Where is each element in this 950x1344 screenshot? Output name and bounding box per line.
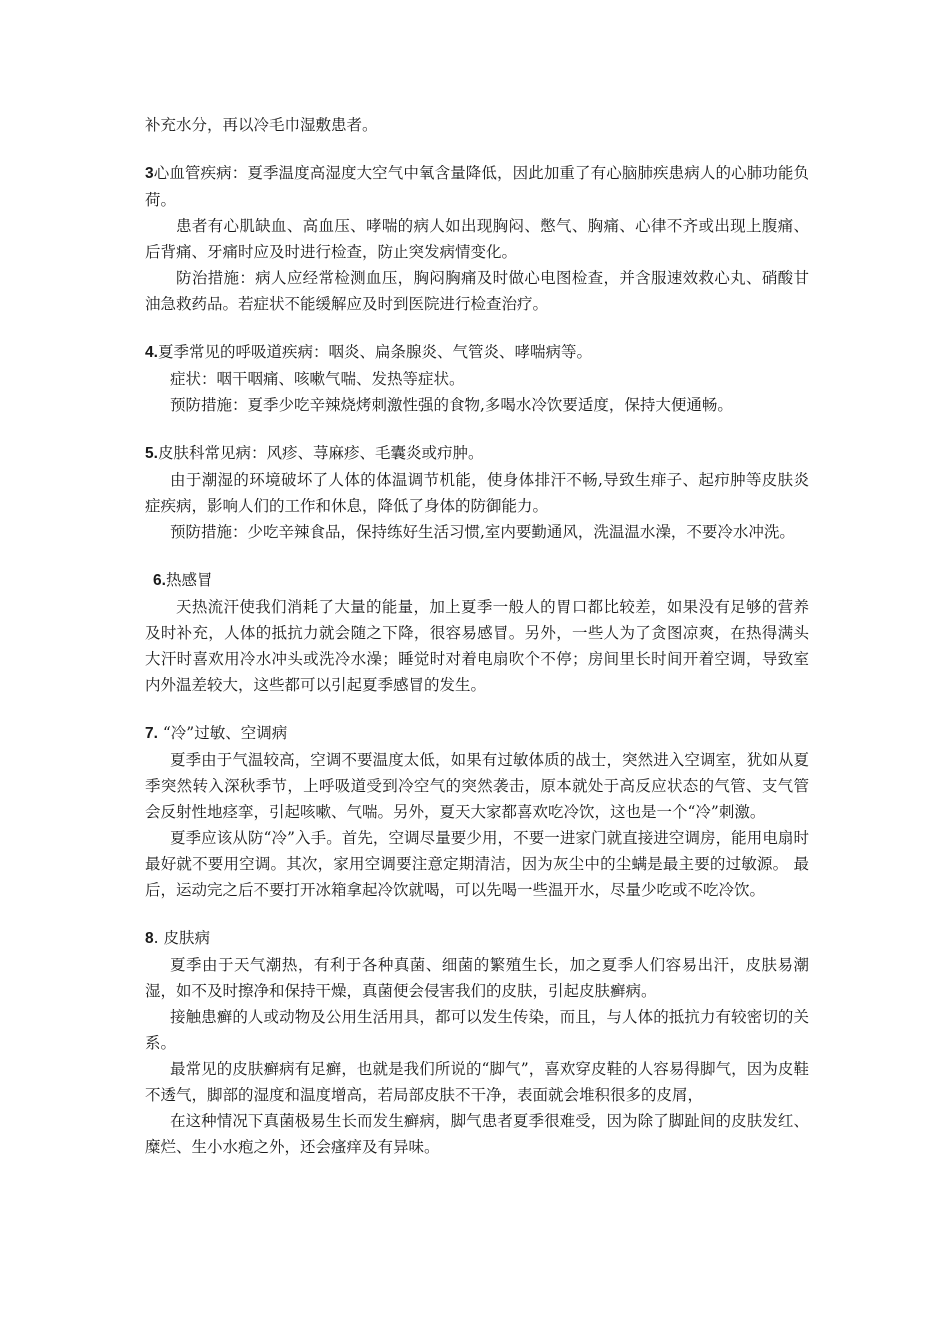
spacer [145,903,809,925]
section-7-paragraph-2: 夏季应该从防“冷”入手。首先，空调尽量要少用，不要一进家门就直接进空调房，能用电扇时最好就不要用空调。其次，家用空调要注意定期清洁，因为灰尘中的尘螨是最主要的过敏源。 最后，运动完之后不要打开冰箱拿起冷饮就喝，可以先喝一些温开水，尽量少吃或不吃冷饮。 [145,829,809,899]
section-4-heading [145,339,809,366]
section-7-number: 7. [145,725,158,742]
section-6-number: 6. [153,572,166,589]
section-7-title: “冷”过敏、空调病 [157,724,288,742]
section-6-title: 热感冒 [165,571,213,589]
section-6-heading [145,567,809,594]
section-8-paragraph-1: 夏季由于天气潮热，有利于各种真菌、细菌的繁殖生长，加之夏季人们容易出汗，皮肤易潮湿，如不及时擦净和保持干燥，真菌便会侵害我们的皮肤，引起皮肤癣病。 [145,956,809,1000]
spacer [145,545,809,567]
spacer [145,418,809,440]
section-5-paragraph-1: 由于潮湿的环境破坏了人体的体温调节机能，使身体排汗不畅,导致生痱子、起疖肿等皮肤炎症疾病，影响人们的工作和休息，降低了身体的防御能力。 [145,471,809,515]
section-5-title: 皮肤科常见病：风疹、荨麻疹、毛囊炎或疖肿。 [157,444,484,462]
section-4-paragraph-2: 预防措施：夏季少吃辛辣烧烤刺激性强的食物,多喝水冷饮要适度，保持大便通畅。 [170,396,733,414]
section-5-heading [145,440,809,467]
section-8-paragraph-4: 在这种情况下真菌极易生长而发生癣病，脚气患者夏季很难受，因为除了脚趾间的皮肤发红、糜烂、生小水疱之外，还会瘙痒及有异味。 [145,1112,809,1156]
spacer [145,317,809,339]
section-4-number: 4. [145,344,158,361]
section-3-number: 3 [145,165,154,182]
section-5-paragraph-2: 预防措施：少吃辛辣食品，保持练好生活习惯,室内要勤通风，洗温温水澡，不要冷水冲洗。 [170,523,795,541]
section-4-paragraph-1: 症状：咽干咽痛、咳嗽气喘、发热等症状。 [170,370,465,388]
section-8-title: . 皮肤病 [153,929,210,947]
section-6-paragraph-1: 天热流汗使我们消耗了大量的能量，加上夏季一般人的胃口都比较差，如果没有足够的营养及时补充，人体的抵抗力就会随之下降，很容易感冒。另外，一些人为了贪图凉爽，在热得满头大汗时喜欢用冷水冲头或洗冷水澡；睡觉时对着电扇吹个不停；房间里长时间开着空调，导致室内外温差较大，这些都可以引起夏季感冒的发生。 [145,598,809,694]
section-3-title: 心血管疾病：夏季温度高湿度大空气中氧含量降低，因此加重了有心脑肺疾患病人的心肺功能负荷。 [145,164,809,209]
spacer [145,698,809,720]
section-3-heading [145,160,809,213]
section-4-title: 夏季常见的呼吸道疾病：咽炎、扁条腺炎、气管炎、哮喘病等。 [157,343,592,361]
section-5-number: 5. [145,445,158,462]
section-8-paragraph-2: 接触患癣的人或动物及公用生活用具，都可以发生传染，而且，与人体的抵抗力有较密切的关系。 [145,1008,809,1052]
section-7-paragraph-1: 夏季由于气温较高，空调不要温度太低，如果有过敏体质的战士，突然进入空调室，犹如从夏季突然转入深秋季节，上呼吸道受到冷空气的突然袭击，原本就处于高反应状态的气管、支气管会反射性地痉挛，引起咳嗽、气喘。另外，夏天大家都喜欢吃冷饮，这也是一个“冷”刺激。 [145,751,809,821]
section-8-heading [145,925,809,952]
section-7-heading [145,720,809,747]
document-body [145,112,809,1160]
section-3-paragraph-1: 患者有心肌缺血、高血压、哮喘的病人如出现胸闷、憋气、胸痛、心律不齐或出现上腹痛、后背痛、牙痛时应及时进行检查，防止突发病情变化。 [145,217,809,261]
section-8-number: 8 [145,930,154,947]
section-3-paragraph-2: 防治措施：病人应经常检测血压，胸闷胸痛及时做心电图检查，并含服速效救心丸、硝酸甘油急救药品。若症状不能缓解应及时到医院进行检查治疗。 [145,269,809,313]
spacer [145,138,809,160]
intro-paragraph: 补充水分，再以冷毛巾湿敷患者。 [145,116,378,134]
section-8-paragraph-3: 最常见的皮肤癣病有足癣，也就是我们所说的“脚气”，喜欢穿皮鞋的人容易得脚气，因为皮鞋不透气，脚部的湿度和温度增高，若局部皮肤不干净，表面就会堆积很多的皮屑， [145,1060,809,1104]
